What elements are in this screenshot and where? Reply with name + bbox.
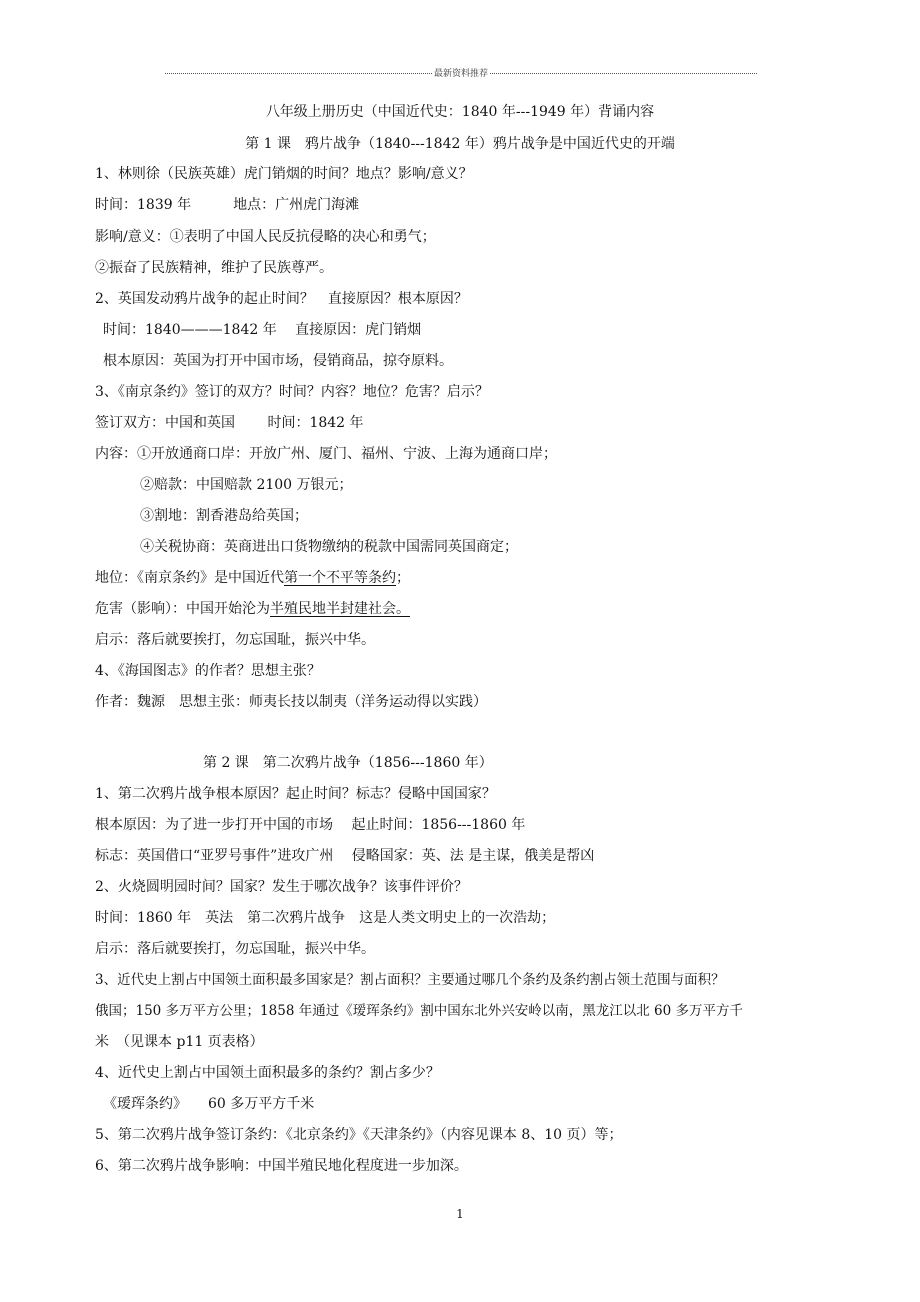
lesson1-answer-1-impact: 影响/意义：①表明了中国人民反抗侵略的决心和勇气； [95,229,436,245]
lesson2-answer-2: 时间：1860 年 英法 第二次鸦片战争 这是人类文明史上的一次浩劫； [95,910,556,926]
lesson1-answer-3-lesson: 启示：落后就要挨打，勿忘国耻，振兴中华。 [95,632,375,648]
status-end: ； [396,570,410,586]
lesson1-answer-4: 作者：魏源 思想主张：师夷长技以制夷（洋务运动得以实践） [95,694,487,710]
lesson1-answer-3-content-3: ③割地：割香港岛给英国； [140,508,308,524]
lesson2-answer-1-sign: 标志：英国借口“亚罗号事件”进攻广州 侵略国家：英、法 是主谋，俄美是帮凶 [95,848,595,864]
lesson1-answer-3-content-2: ②赔款：中国赔款 2100 万银元； [140,477,353,493]
lesson2-question-5: 5、第二次鸦片战争签订条约：《北京条约》《天津条约》（内容见课本 8、10 页）等； [95,1127,623,1143]
page-number: 1 [456,1207,464,1221]
lesson1-question-3: 3、《南京条约》签订的双方？时间？内容？地位？危害？启示？ [95,384,489,400]
lesson2-question-3: 3、近代史上割占中国领土面积最多国家是？割占面积？主要通过哪几个条约及条约割占领土范围与面积？ [95,972,725,988]
lesson1-answer-2-root: 根本原因：英国为打开中国市场，侵销商品，掠夺原料。 [103,353,453,369]
lesson1-answer-3-status [95,568,410,588]
lesson2-answer-3-line-1: 俄国；150 多万平方公里；1858 年通过《瑷珲条约》割中国东北外兴安岭以南，黑龙江以北 60 多万平方千 [95,1003,743,1019]
lesson2-heading: 第 2 课 第二次鸦片战争（1856---1860 年） [203,755,493,771]
lesson2-question-2: 2、火烧圆明园时间？国家？发生于哪次战争？该事件评价？ [95,879,468,895]
lesson1-answer-3-parties: 签订双方：中国和英国 时间：1842 年 [95,415,364,431]
lesson2-answer-4: 《瑷珲条约》 60 多万平方千米 [103,1096,315,1112]
lesson1-answer-2-time: 时间：1840———1842 年 直接原因：虎门销烟 [103,322,422,338]
harm-text: 危害（影响）：中国开始沦为 [95,601,270,617]
lesson2-answer-2-lesson: 启示：落后就要挨打，勿忘国耻，振兴中华。 [95,941,375,957]
lesson2-answer-1-root: 根本原因：为了进一步打开中国的市场 起止时间：1856---1860 年 [95,817,526,833]
header-dots-right [490,73,757,74]
harm-underlined: 半殖民地半封建社会。 [270,601,410,617]
header-dots-left [165,73,432,74]
page-header [165,66,757,79]
lesson2-answer-3-line-2: 米 （见课本 p11 页表格） [95,1034,264,1050]
header-text: 最新资料推荐 [434,69,489,79]
lesson1-question-2: 2、英国发动鸦片战争的起止时间？ 直接原因？根本原因？ [95,291,468,307]
lesson1-answer-3-content-4: ④关税协商：英商进出口货物缴纳的税款中国需同英国商定； [140,539,518,555]
lesson1-heading: 第 1 课 鸦片战争（1840---1842 年）鸦片战争是中国近代史的开端 [245,136,675,152]
lesson1-answer-1-time: 时间：1839 年 地点：广州虎门海滩 [95,197,360,213]
lesson1-question-1: 1、林则徐（民族英雄）虎门销烟的时间？地点？影响/意义？ [95,166,473,182]
lesson1-answer-3-content-1: 内容：①开放通商口岸：开放广州、厦门、福州、宁波、上海为通商口岸； [95,446,557,462]
status-text: 地位：《南京条约》是中国近代 [95,570,284,586]
lesson2-question-1: 1、第二次鸦片战争根本原因？起止时间？标志？侵略中国国家？ [95,786,496,802]
lesson1-question-4: 4、《海国图志》的作者？思想主张？ [95,663,321,679]
document-title: 八年级上册历史（中国近代史：1840 年---1949 年）背诵内容 [265,104,655,120]
lesson1-answer-3-harm [95,599,410,619]
lesson1-answer-1-impact-2: ②振奋了民族精神，维护了民族尊严。 [95,260,333,276]
lesson2-question-4: 4、近代史上割占中国领土面积最多的条约？割占多少？ [95,1065,440,1081]
status-underlined: 第一个不平等条约 [284,570,396,586]
lesson2-question-6: 6、第二次鸦片战争影响：中国半殖民地化程度进一步加深。 [95,1158,468,1174]
